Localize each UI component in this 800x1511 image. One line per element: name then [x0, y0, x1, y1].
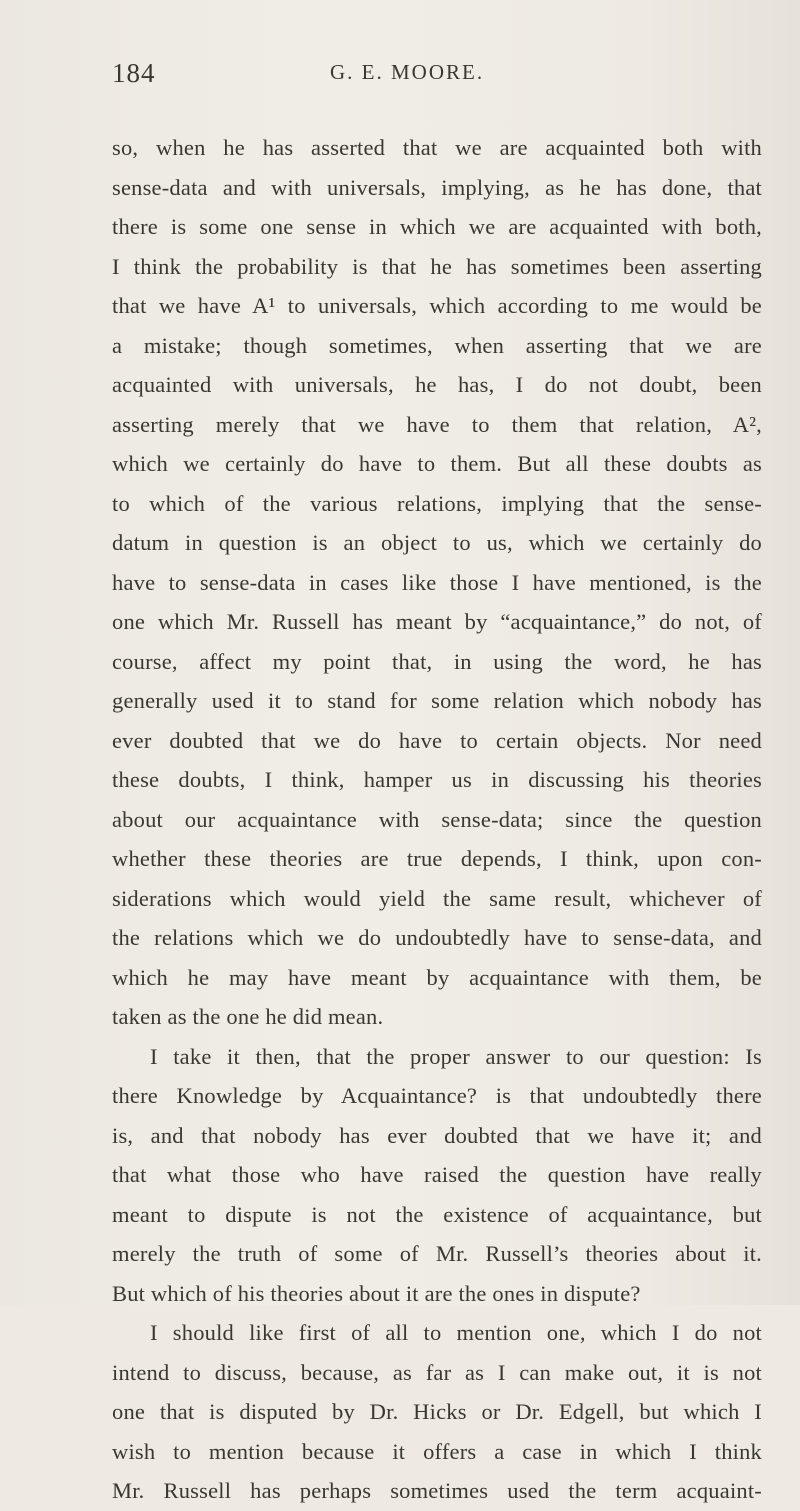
text-line: a mistake; though sometimes, when asserting that we are	[112, 332, 762, 358]
text-line: generally used it to stand for some relation which nobody has	[112, 688, 762, 713]
text-line: meant to dispute is not the existence of acquaintance, but	[112, 1201, 762, 1227]
text-line: which we certainly do have to them. But all these doubts as	[112, 451, 762, 476]
text-line: whether these theories are true depends, I think, upon con-	[112, 846, 762, 871]
text-line: one which Mr. Russell has meant by “acquaintance,” do not, of	[112, 609, 762, 634]
page-number: 184	[112, 58, 156, 88]
text-line: wish to mention because it offers a case in which I think	[112, 1438, 762, 1464]
text-line: is, and that nobody has ever doubted that we have it; and	[112, 1122, 762, 1148]
text-line: course, affect my point that, in using the word, he has	[112, 648, 762, 674]
text-line: these doubts, I think, hamper us in discussing his theories	[112, 767, 762, 792]
text-line: siderations which would yield the same result, whichever of	[112, 885, 762, 911]
paragraph-start-line: I should like first of all to mention one, which I do not	[150, 1320, 762, 1345]
text-line: have to sense-data in cases like those I have mentioned, is the	[112, 569, 762, 595]
text-line: I think the probability is that he has sometimes been asserting	[112, 253, 762, 279]
text-line: merely the truth of some of Mr. Russell’s theories about it.	[112, 1241, 762, 1266]
text-line: datum in question is an object to us, which we certainly do	[112, 530, 762, 555]
running-head: G. E. MOORE.	[330, 60, 485, 84]
text-line: which he may have meant by acquaintance with them, be	[112, 964, 762, 990]
text-line: sense-data and with universals, implying, as he has done, that	[112, 174, 762, 200]
text-line: that what those who have raised the question have really	[112, 1162, 762, 1187]
text-line: intend to discuss, because, as far as I can make out, it is not	[112, 1359, 762, 1385]
text-line: there is some one sense in which we are acquainted with both,	[112, 214, 762, 239]
text-line: one that is disputed by Dr. Hicks or Dr. Edgell, but which I	[112, 1399, 762, 1424]
paragraph-start-line: I take it then, that the proper answer to our question: Is	[150, 1043, 762, 1069]
text-line: so, when he has asserted that we are acquainted both with	[112, 135, 762, 160]
text-line: Mr. Russell has perhaps sometimes used the term acquaint-	[112, 1478, 762, 1503]
text-line: asserting merely that we have to them that relation, A²,	[112, 411, 762, 437]
body-text	[112, 128, 762, 1511]
text-line: the relations which we do undoubtedly have to sense-data, and	[112, 925, 762, 950]
text-line: there Knowledge by Acquaintance? is that undoubtedly there	[112, 1083, 762, 1108]
paragraph-end-line: taken as the one he did mean.	[112, 1004, 384, 1029]
text-line: to which of the various relations, implying that the sense-	[112, 490, 762, 516]
text-line: that we have A¹ to universals, which according to me would be	[112, 293, 762, 318]
text-line: about our acquaintance with sense-data; since the question	[112, 806, 762, 832]
page-header	[112, 58, 712, 98]
text-line: ever doubted that we do have to certain objects. Nor need	[112, 727, 762, 753]
text-line: acquainted with universals, he has, I do not doubt, been	[112, 372, 762, 397]
paragraph-end-line: But which of his theories about it are the ones in dispute?	[112, 1280, 641, 1306]
